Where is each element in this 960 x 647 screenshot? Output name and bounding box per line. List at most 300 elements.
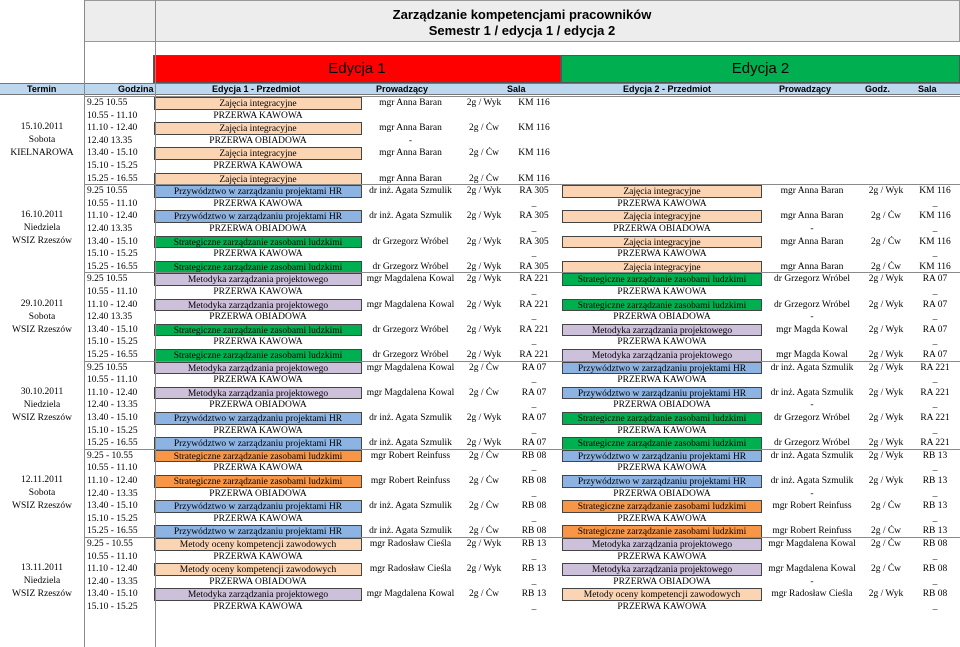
- table-row: [0, 336, 960, 349]
- subject-2-cell: Zajęcia integracyjne: [562, 185, 762, 198]
- room-1-cell: RA 305: [519, 236, 549, 247]
- teacher-1-cell: [362, 374, 459, 387]
- room-1-cell: RA 305: [519, 186, 549, 197]
- room-1-cell: RA 07: [521, 362, 547, 373]
- time-cell: 15.10 - 15.25: [87, 425, 138, 436]
- group-2-cell: [862, 122, 910, 135]
- subject-2-cell: [562, 147, 762, 160]
- subject-1-cell: Metodyka zarządzania projektowego: [154, 273, 362, 286]
- room-2-cell: RA 07: [922, 274, 948, 285]
- subject-2-cell: Strategiczne zarządzanie zasobami ludzkimi: [562, 525, 762, 538]
- table-row: [0, 248, 960, 261]
- teacher-2-cell: [762, 336, 862, 349]
- edition-2-banner: Edycja 2: [561, 55, 960, 83]
- subject-2-cell: Przywództwo w zarządzaniu projektami HR: [562, 475, 762, 488]
- time-cell: 15.25 - 16.55: [87, 526, 138, 537]
- edition-1-banner: Edycja 1: [153, 55, 561, 83]
- teacher-2-cell: mgr Anna Baran: [780, 236, 844, 247]
- time-cell: 10.55 - 11.10: [87, 110, 138, 121]
- subject-1-cell: PRZERWA KAWOWA: [213, 551, 303, 562]
- subject-1-cell: Zajęcia integracyjne: [154, 97, 362, 110]
- teacher-2-cell: dr Grzegorz Wróbel: [774, 438, 850, 449]
- table-row: [0, 286, 960, 299]
- day-date: 30.10.2011: [20, 386, 64, 397]
- teacher-1-cell: dr Grzegorz Wróbel: [372, 350, 449, 360]
- day-place: WSIZ Rzeszów: [12, 412, 72, 423]
- teacher-1-cell: [362, 286, 459, 299]
- teacher-1-cell: mgr Magdalena Kowal: [366, 362, 455, 373]
- group-1-cell: [459, 399, 509, 412]
- subject-1-cell: Przywództwo w zarządzaniu projektami HR: [154, 500, 362, 513]
- teacher-2-cell: [762, 551, 862, 564]
- subject-1-cell: Przywództwo w zarządzaniu projektami HR: [154, 210, 362, 223]
- subject-2-cell: PRZERWA OBIADOWA: [613, 400, 711, 411]
- table-row: [0, 210, 960, 223]
- group-1-cell: [459, 601, 509, 614]
- room-2-cell: [910, 97, 960, 110]
- room-1-cell: _: [531, 375, 537, 386]
- day-weekday: Niedziela: [23, 223, 61, 234]
- teacher-1-cell: dr inż. Agata Szmulik: [369, 211, 452, 222]
- group-1-cell: 2g / Ćw: [468, 526, 500, 537]
- subject-1-cell: PRZERWA KAWOWA: [213, 513, 303, 524]
- teacher-2-cell: mgr Magdalena Kowal: [768, 564, 856, 575]
- table-row: [0, 399, 960, 412]
- room-1-cell: _: [531, 312, 537, 323]
- room-1-cell: _: [531, 576, 537, 587]
- subject-1-cell: PRZERWA KAWOWA: [213, 602, 303, 612]
- time-cell: 15.10 - 15.25: [87, 513, 138, 524]
- table-row: [0, 425, 960, 438]
- group-1-cell: 2g / Wyk: [466, 98, 502, 108]
- teacher-1-cell: mgr Magdalena Kowal: [366, 387, 455, 398]
- teacher-2-cell: mgr Radosław Cieśla: [771, 589, 853, 600]
- room-2-cell: RA 221: [920, 438, 950, 449]
- group-1-cell: 2g / Wyk: [466, 539, 502, 549]
- subject-2-cell: PRZERWA KAWOWA: [617, 602, 707, 612]
- teacher-2-cell: mgr Anna Baran: [780, 186, 844, 197]
- column-separator: [155, 0, 156, 647]
- table-row: [0, 450, 960, 463]
- group-1-cell: [459, 198, 509, 211]
- day-date: 29.10.2011: [20, 298, 64, 309]
- teacher-1-cell: mgr Anna Baran: [379, 173, 442, 184]
- subject-2-cell: [562, 122, 762, 135]
- group-1-cell: [459, 513, 509, 526]
- room-2-cell: RB 08: [922, 564, 948, 575]
- teacher-2-cell: dr inż. Agata Szmulik: [770, 476, 854, 486]
- time-cell: 9.25 - 10.55: [87, 539, 133, 549]
- room-1-cell: RA 07: [521, 438, 547, 449]
- subject-2-cell: Strategiczne zarządzanie zasobami ludzkimi: [562, 437, 762, 450]
- group-1-cell: 2g / Ćw: [468, 362, 500, 373]
- group-2-cell: [862, 425, 910, 438]
- room-2-cell: RB 13: [922, 501, 948, 512]
- group-1-cell: [459, 374, 509, 387]
- teacher-1-cell: dr inż. Agata Szmulik: [369, 526, 452, 537]
- teacher-1-cell: mgr Anna Baran: [379, 98, 442, 108]
- subject-2-cell: Strategiczne zarządzanie zasobami ludzkimi: [562, 412, 762, 425]
- subject-2-cell: Metodyka zarządzania projektowego: [562, 538, 762, 551]
- teacher-1-cell: dr inż. Agata Szmulik: [369, 186, 452, 197]
- teacher-1-cell: mgr Robert Reinfuss: [370, 450, 451, 461]
- group-2-cell: [862, 336, 910, 349]
- group-2-cell: [862, 551, 910, 564]
- day-separator: [84, 96, 960, 97]
- group-1-cell: 2g / Wyk: [466, 350, 502, 360]
- day-separator: [84, 272, 960, 273]
- group-2-cell: [862, 399, 910, 412]
- teacher-1-cell: [362, 513, 459, 526]
- group-1-cell: 2g / Wyk: [466, 438, 502, 449]
- teacher-2-cell: -: [810, 488, 814, 499]
- teacher-1-cell: [362, 110, 459, 123]
- group-1-cell: [459, 576, 509, 589]
- group-1-cell: 2g / Ćw: [468, 173, 500, 184]
- group-2-cell: 2g / Ćw: [870, 564, 902, 575]
- teacher-1-cell: dr Grzegorz Wróbel: [372, 236, 449, 247]
- room-1-cell: RB 08: [521, 501, 547, 512]
- room-2-cell: _: [932, 463, 938, 474]
- room-1-cell: RB 08: [521, 450, 547, 461]
- group-1-cell: 2g / Wyk: [466, 564, 502, 575]
- group-1-cell: 2g / Ćw: [468, 148, 500, 159]
- teacher-1-cell: [362, 248, 459, 261]
- subject-2-cell: Metody oceny kompetencji zawodowych: [562, 588, 762, 601]
- subject-2-cell: PRZERWA KAWOWA: [617, 337, 707, 348]
- room-2-cell: _: [932, 602, 938, 612]
- table-row: [0, 97, 960, 110]
- room-2-cell: _: [932, 198, 938, 209]
- teacher-2-cell: [762, 160, 862, 173]
- teacher-2-cell: mgr Robert Reinfuss: [772, 526, 852, 537]
- teacher-1-cell: mgr Anna Baran: [379, 148, 442, 159]
- subject-2-cell: PRZERWA OBIADOWA: [613, 576, 711, 587]
- header-sala-1: Sala: [507, 84, 526, 94]
- time-cell: 9.25 10.55: [87, 186, 128, 197]
- room-1-cell: [509, 160, 559, 173]
- subject-2-cell: PRZERWA KAWOWA: [617, 249, 707, 260]
- teacher-2-cell: [762, 462, 862, 475]
- day-weekday: Sobota: [28, 135, 56, 146]
- day-separator: [84, 537, 960, 538]
- teacher-2-cell: mgr Magda Kowal: [776, 350, 848, 360]
- teacher-2-cell: [762, 601, 862, 614]
- room-2-cell: [910, 135, 960, 148]
- group-2-cell: 2g / Wyk: [868, 274, 904, 285]
- subject-2-cell: PRZERWA KAWOWA: [617, 463, 707, 474]
- time-cell: 9.25 - 10.55: [87, 450, 133, 461]
- teacher-2-cell: mgr Anna Baran: [780, 211, 844, 222]
- teacher-1-cell: [362, 223, 459, 236]
- subject-1-cell: Strategiczne zarządzanie zasobami ludzkimi: [154, 261, 362, 274]
- time-cell: 11.10 - 12.40: [87, 476, 138, 486]
- group-2-cell: [862, 248, 910, 261]
- teacher-1-cell: mgr Radosław Cieśla: [369, 564, 452, 575]
- teacher-1-cell: [362, 462, 459, 475]
- teacher-2-cell: -: [810, 576, 814, 587]
- day-place: WSIZ Rzeszów: [12, 589, 72, 600]
- table-row: [0, 551, 960, 564]
- subject-2-cell: Przywództwo w zarządzaniu projektami HR: [562, 450, 762, 463]
- group-2-cell: 2g / Wyk: [868, 438, 904, 449]
- group-2-cell: 2g / Wyk: [868, 186, 904, 197]
- group-1-cell: [459, 551, 509, 564]
- group-1-cell: [459, 488, 509, 501]
- subject-2-cell: PRZERWA KAWOWA: [617, 287, 707, 297]
- time-cell: 11.10 - 12.40: [87, 123, 138, 134]
- room-1-cell: RA 221: [519, 350, 549, 360]
- group-2-cell: [862, 576, 910, 589]
- group-1-cell: 2g / Ćw: [468, 501, 500, 512]
- subject-1-cell: Strategiczne zarządzanie zasobami ludzkimi: [154, 324, 362, 337]
- subject-1-cell: PRZERWA KAWOWA: [213, 249, 303, 260]
- subject-2-cell: PRZERWA OBIADOWA: [613, 224, 711, 234]
- teacher-2-cell: dr Grzegorz Wróbel: [774, 274, 850, 285]
- table-row: [0, 500, 960, 513]
- room-1-cell: RA 07: [521, 413, 547, 423]
- header-prowadzacy-2: Prowadzący: [779, 84, 832, 94]
- header-godz: Godz.: [865, 84, 890, 94]
- table-row: [0, 122, 960, 135]
- time-cell: 11.10 - 12.40: [87, 211, 138, 222]
- subject-1-cell: PRZERWA KAWOWA: [213, 110, 303, 121]
- column-separator: [84, 0, 85, 647]
- room-1-cell: RB 13: [521, 564, 547, 575]
- table-row: [0, 513, 960, 526]
- teacher-2-cell: -: [810, 224, 814, 234]
- subject-2-cell: PRZERWA KAWOWA: [617, 425, 707, 436]
- table-row: [0, 160, 960, 173]
- teacher-2-cell: [762, 513, 862, 526]
- day-info: [0, 209, 84, 248]
- subject-2-cell: Metodyka zarządzania projektowego: [562, 563, 762, 576]
- table-row: [0, 488, 960, 501]
- day-separator: [84, 449, 960, 450]
- time-cell: 12.40 13.35: [87, 312, 133, 323]
- room-2-cell: RB 13: [922, 450, 948, 461]
- teacher-1-cell: [362, 336, 459, 349]
- day-separator: [84, 184, 960, 185]
- group-1-cell: 2g / Ćw: [468, 387, 500, 398]
- time-cell: 13.40 - 15.10: [87, 501, 138, 512]
- subject-1-cell: PRZERWA OBIADOWA: [209, 135, 307, 146]
- group-2-cell: 2g / Wyk: [868, 362, 904, 373]
- room-2-cell: [910, 147, 960, 160]
- table-row: [0, 223, 960, 236]
- time-cell: 13.40 - 15.10: [87, 589, 138, 600]
- group-1-cell: 2g / Wyk: [466, 186, 502, 197]
- room-1-cell: RA 221: [519, 274, 549, 285]
- time-cell: 10.55 - 11.10: [87, 463, 138, 474]
- subject-2-cell: Metodyka zarządzania projektowego: [562, 349, 762, 362]
- teacher-1-cell: [362, 488, 459, 501]
- group-1-cell: [459, 160, 509, 173]
- room-2-cell: _: [932, 551, 938, 562]
- day-date: 16.10.2011: [20, 210, 64, 221]
- subject-2-cell: Metodyka zarządzania projektowego: [562, 324, 762, 337]
- group-2-cell: [862, 135, 910, 148]
- room-1-cell: _: [531, 337, 537, 348]
- subject-1-cell: Metody oceny kompetencji zawodowych: [154, 538, 362, 551]
- teacher-2-cell: mgr Robert Reinfuss: [772, 501, 852, 512]
- room-1-cell: RB 13: [521, 539, 547, 549]
- group-1-cell: [459, 223, 509, 236]
- subject-2-cell: Strategiczne zarządzanie zasobami ludzkimi: [562, 273, 762, 286]
- subject-1-cell: Strategiczne zarządzanie zasobami ludzkimi: [154, 236, 362, 249]
- table-row: [0, 324, 960, 337]
- room-2-cell: RB 13: [922, 526, 948, 537]
- group-1-cell: [459, 248, 509, 261]
- subject-1-cell: Metodyka zarządzania projektowego: [154, 588, 362, 601]
- table-row: [0, 588, 960, 601]
- teacher-1-cell: [362, 601, 459, 614]
- teacher-2-cell: [762, 286, 862, 299]
- room-1-cell: _: [531, 224, 537, 234]
- room-1-cell: _: [531, 602, 537, 612]
- room-2-cell: [910, 110, 960, 123]
- room-2-cell: _: [932, 287, 938, 297]
- subject-2-cell: [562, 160, 762, 173]
- teacher-2-cell: [762, 122, 862, 135]
- subject-1-cell: PRZERWA KAWOWA: [213, 375, 303, 386]
- group-2-cell: 2g / Wyk: [868, 476, 904, 486]
- table-row: [0, 374, 960, 387]
- subject-2-cell: PRZERWA KAWOWA: [617, 375, 707, 386]
- time-cell: 11.10 - 12.40: [87, 299, 138, 310]
- teacher-2-cell: [762, 147, 862, 160]
- group-1-cell: 2g / Wyk: [466, 261, 502, 272]
- group-2-cell: [862, 311, 910, 324]
- group-2-cell: [862, 97, 910, 110]
- room-2-cell: _: [932, 337, 938, 348]
- subject-2-cell: Zajęcia integracyjne: [562, 236, 762, 249]
- room-1-cell: [509, 110, 559, 123]
- subject-1-cell: PRZERWA KAWOWA: [213, 161, 303, 171]
- room-1-cell: RA 07: [521, 387, 547, 398]
- group-2-cell: [862, 160, 910, 173]
- time-cell: 12.40 13.35: [87, 135, 133, 146]
- group-2-cell: [862, 374, 910, 387]
- room-2-cell: KM 116: [919, 211, 951, 222]
- room-1-cell: _: [531, 488, 537, 499]
- subject-2-cell: Przywództwo w zarządzaniu projektami HR: [562, 362, 762, 375]
- title-line-2: Semestr 1 / edycja 1 / edycja 2: [428, 23, 616, 38]
- day-info: [0, 121, 84, 160]
- room-2-cell: KM 116: [919, 186, 951, 197]
- group-1-cell: [459, 425, 509, 438]
- teacher-1-cell: dr inż. Agata Szmulik: [369, 501, 452, 512]
- subject-1-cell: Metodyka zarządzania projektowego: [154, 387, 362, 400]
- teacher-2-cell: [762, 425, 862, 438]
- teacher-2-cell: [762, 135, 862, 148]
- time-cell: 12.40 - 13.35: [87, 576, 138, 587]
- group-1-cell: 2g / Wyk: [466, 299, 502, 310]
- header-przedmiot-2: Edycja 2 - Przedmiot: [623, 84, 712, 94]
- room-1-cell: _: [531, 287, 537, 297]
- table-row: [0, 563, 960, 576]
- subject-1-cell: PRZERWA OBIADOWA: [209, 488, 307, 499]
- time-cell: 11.10 - 12.40: [87, 387, 138, 398]
- table-row: [0, 198, 960, 211]
- day-weekday: Niedziela: [23, 576, 61, 587]
- day-separator: [84, 361, 960, 362]
- subject-2-cell: PRZERWA OBIADOWA: [613, 312, 711, 323]
- room-2-cell: [910, 122, 960, 135]
- room-1-cell: [509, 135, 559, 148]
- room-1-cell: _: [531, 425, 537, 436]
- subject-1-cell: PRZERWA KAWOWA: [213, 463, 303, 474]
- subject-1-cell: PRZERWA OBIADOWA: [209, 576, 307, 587]
- table-row: [0, 135, 960, 148]
- subject-1-cell: PRZERWA OBIADOWA: [209, 400, 307, 411]
- teacher-2-cell: dr inż. Agata Szmulik: [770, 450, 854, 461]
- group-1-cell: 2g / Wyk: [466, 236, 502, 247]
- teacher-1-cell: mgr Anna Baran: [379, 123, 442, 134]
- room-1-cell: _: [531, 400, 537, 411]
- day-weekday: Sobota: [28, 487, 56, 498]
- group-1-cell: [459, 336, 509, 349]
- subject-2-cell: PRZERWA OBIADOWA: [613, 488, 711, 499]
- day-info: [0, 386, 84, 425]
- subject-2-cell: Zajęcia integracyjne: [562, 261, 762, 274]
- header-przedmiot-1: Edycja 1 - Przedmiot: [212, 84, 301, 94]
- header-prowadzacy-1: Prowadzący: [376, 84, 429, 94]
- table-row: [0, 311, 960, 324]
- subject-1-cell: Zajęcia integracyjne: [154, 122, 362, 135]
- room-1-cell: KM 116: [518, 173, 550, 184]
- time-cell: 15.10 - 15.25: [87, 602, 138, 612]
- room-1-cell: KM 116: [518, 123, 550, 134]
- teacher-1-cell: mgr Magdalena Kowal: [366, 589, 455, 600]
- table-row: [0, 538, 960, 551]
- table-row: [0, 185, 960, 198]
- group-2-cell: 2g / Ćw: [870, 261, 902, 272]
- group-1-cell: 2g / Wyk: [466, 274, 502, 285]
- table-row: [0, 299, 960, 312]
- teacher-1-cell: mgr Robert Reinfuss: [370, 476, 451, 486]
- group-2-cell: 2g / Wyk: [868, 350, 904, 360]
- room-2-cell: _: [932, 375, 938, 386]
- teacher-1-cell: [362, 551, 459, 564]
- subject-1-cell: Strategiczne zarządzanie zasobami ludzkimi: [154, 349, 362, 362]
- teacher-1-cell: dr inż. Agata Szmulik: [369, 438, 452, 449]
- day-weekday: Sobota: [28, 311, 56, 322]
- room-2-cell: _: [932, 513, 938, 524]
- group-2-cell: [862, 488, 910, 501]
- title-line-1: Zarządzanie kompetencjami pracowników: [392, 7, 652, 22]
- subject-1-cell: PRZERWA OBIADOWA: [209, 312, 307, 323]
- group-1-cell: 2g / Wyk: [466, 413, 502, 423]
- room-2-cell: RA 221: [920, 413, 950, 423]
- time-cell: 9.25 10.55: [87, 362, 128, 373]
- time-cell: 12.40 13.35: [87, 224, 133, 234]
- time-cell: 10.55 - 11.10: [87, 198, 138, 209]
- teacher-1-cell: mgr Magdalena Kowal: [366, 274, 455, 285]
- subject-2-cell: PRZERWA KAWOWA: [617, 513, 707, 524]
- room-1-cell: _: [531, 198, 537, 209]
- room-2-cell: KM 116: [919, 261, 951, 272]
- teacher-2-cell: -: [810, 400, 814, 411]
- header-termin: Termin: [27, 84, 57, 94]
- group-1-cell: 2g / Ćw: [468, 589, 500, 600]
- room-2-cell: _: [932, 425, 938, 436]
- room-2-cell: _: [932, 488, 938, 499]
- time-cell: 11.10 - 12.40: [87, 564, 138, 575]
- day-info: [0, 562, 84, 601]
- teacher-1-cell: [362, 399, 459, 412]
- subject-2-cell: Zajęcia integracyjne: [562, 210, 762, 223]
